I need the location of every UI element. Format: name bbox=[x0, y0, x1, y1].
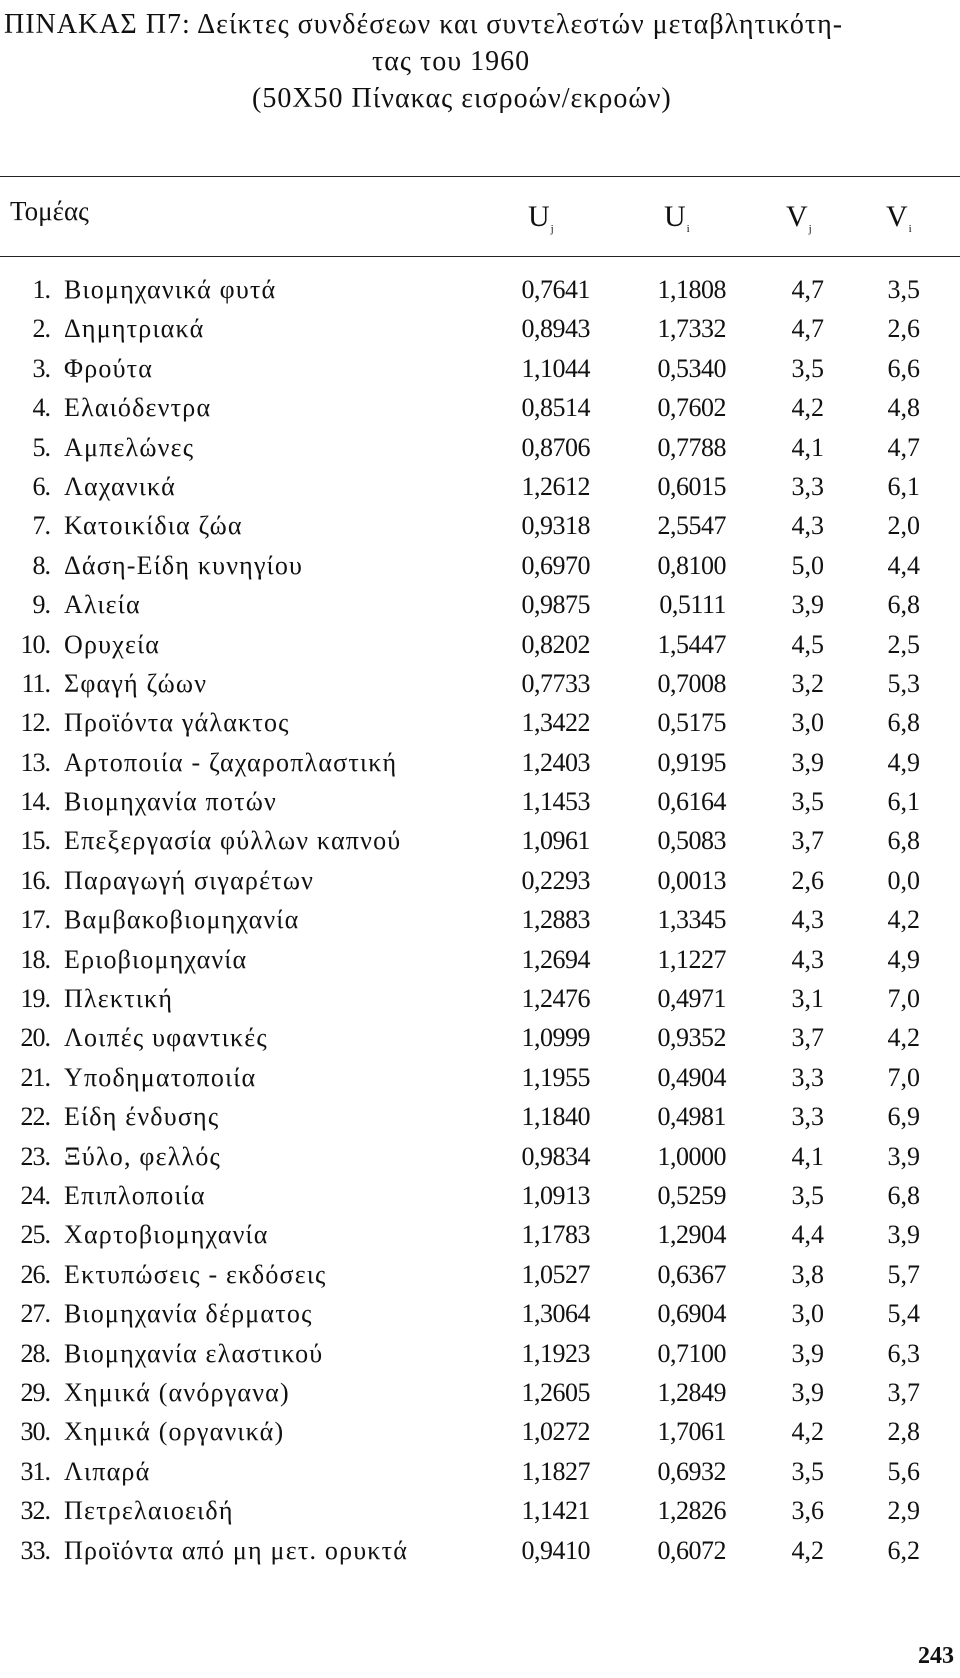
value-uj: 1,1453 bbox=[521, 787, 590, 817]
table-row bbox=[0, 275, 960, 314]
title-line-1: ΠΙΝΑΚΑΣ Π7: Δείκτες συνδέσεων και συντελεστών μεταβλητικότη- bbox=[4, 9, 844, 40]
value-uj: 1,2612 bbox=[521, 471, 590, 501]
sector-number: 32. bbox=[20, 1496, 50, 1526]
value-uj: 1,1840 bbox=[521, 1102, 590, 1132]
value-vi: 4,8 bbox=[887, 393, 920, 423]
value-uj: 0,8943 bbox=[521, 314, 590, 344]
value-vj: 3,9 bbox=[791, 1377, 824, 1407]
value-ui: 0,5340 bbox=[657, 353, 726, 383]
sector-number: 7. bbox=[32, 511, 50, 541]
sector-number: 20. bbox=[20, 1023, 50, 1053]
header-vj bbox=[786, 200, 812, 235]
sector-name: Είδη ένδυσης bbox=[64, 1102, 220, 1132]
value-vi: 4,9 bbox=[887, 944, 920, 974]
value-vi: 6,8 bbox=[887, 826, 920, 856]
header-vj-base: V bbox=[786, 200, 808, 233]
value-vi: 6,1 bbox=[887, 471, 920, 501]
sector-name: Πετρελαιοειδή bbox=[64, 1496, 234, 1526]
value-vi: 7,0 bbox=[887, 984, 920, 1014]
value-uj: 1,0913 bbox=[521, 1180, 590, 1210]
value-vi: 5,6 bbox=[887, 1456, 920, 1486]
sector-name: Προϊόντα από μη μετ. ορυκτά bbox=[64, 1535, 409, 1565]
value-ui: 0,9195 bbox=[657, 747, 726, 777]
sector-name: Βιομηχανικά φυτά bbox=[64, 275, 277, 304]
sector-name: Ελαιόδεντρα bbox=[64, 393, 212, 423]
value-vj: 3,8 bbox=[791, 1259, 824, 1289]
value-vi: 2,9 bbox=[887, 1496, 920, 1526]
value-vi: 4,4 bbox=[887, 550, 920, 580]
table-header bbox=[0, 196, 960, 246]
sector-number: 23. bbox=[20, 1141, 50, 1171]
value-ui: 1,7332 bbox=[657, 314, 726, 344]
value-vj: 3,5 bbox=[791, 1180, 824, 1210]
value-uj: 0,7641 bbox=[521, 275, 590, 304]
table-row bbox=[0, 314, 960, 353]
value-ui: 0,6367 bbox=[657, 1259, 726, 1289]
value-ui: 1,2904 bbox=[657, 1220, 726, 1250]
table-row bbox=[0, 1181, 960, 1220]
table-row bbox=[0, 984, 960, 1023]
value-uj: 1,2476 bbox=[521, 984, 590, 1014]
sector-name: Κατοικίδια ζώα bbox=[64, 511, 243, 541]
table-row bbox=[0, 354, 960, 393]
value-vj: 3,9 bbox=[791, 590, 824, 620]
value-ui: 0,6932 bbox=[657, 1456, 726, 1486]
value-vi: 2,8 bbox=[887, 1417, 920, 1447]
sector-number: 33. bbox=[20, 1535, 50, 1565]
table-row bbox=[0, 1220, 960, 1259]
value-ui: 0,5111 bbox=[659, 590, 726, 620]
sector-name: Φρούτα bbox=[64, 353, 154, 383]
value-vj: 4,7 bbox=[791, 275, 824, 304]
table-row bbox=[0, 1260, 960, 1299]
page-number: 243 bbox=[918, 1643, 954, 1669]
value-uj: 1,1827 bbox=[521, 1456, 590, 1486]
sector-name: Βιομηχανία δέρματος bbox=[64, 1299, 313, 1329]
value-vi: 3,5 bbox=[887, 275, 920, 304]
value-uj: 1,2403 bbox=[521, 747, 590, 777]
value-uj: 0,8202 bbox=[521, 629, 590, 659]
header-vi bbox=[886, 200, 912, 235]
value-uj: 1,1783 bbox=[521, 1220, 590, 1250]
sector-number: 29. bbox=[20, 1377, 50, 1407]
value-vi: 3,9 bbox=[887, 1141, 920, 1171]
sector-number: 16. bbox=[20, 865, 50, 895]
value-vi: 3,7 bbox=[887, 1377, 920, 1407]
sector-number: 21. bbox=[20, 1062, 50, 1092]
title-line-2: τας του 1960 bbox=[372, 46, 531, 77]
sector-name: Εκτυπώσεις - εκδόσεις bbox=[64, 1259, 327, 1289]
sector-name: Λαχανικά bbox=[64, 471, 176, 501]
value-uj: 1,3064 bbox=[521, 1299, 590, 1329]
value-ui: 0,7788 bbox=[657, 432, 726, 462]
table-row bbox=[0, 393, 960, 432]
sector-number: 26. bbox=[20, 1259, 50, 1289]
sector-number: 2. bbox=[32, 314, 50, 344]
table-row bbox=[0, 669, 960, 708]
value-vj: 3,1 bbox=[791, 984, 824, 1014]
value-ui: 0,9352 bbox=[657, 1023, 726, 1053]
sector-number: 10. bbox=[20, 629, 50, 659]
value-vi: 6,6 bbox=[887, 353, 920, 383]
sector-name: Χαρτοβιομηχανία bbox=[64, 1220, 269, 1250]
sector-name: Επιπλοποιία bbox=[64, 1180, 206, 1210]
table-row bbox=[0, 1536, 960, 1575]
value-ui: 0,5083 bbox=[657, 826, 726, 856]
sector-name: Προϊόντα γάλακτος bbox=[64, 708, 290, 738]
header-vj-sub: j bbox=[808, 223, 812, 235]
value-ui: 1,1227 bbox=[657, 944, 726, 974]
value-uj: 1,1923 bbox=[521, 1338, 590, 1368]
value-vi: 4,7 bbox=[887, 432, 920, 462]
value-vi: 2,6 bbox=[887, 314, 920, 344]
table-row bbox=[0, 1339, 960, 1378]
value-vj: 3,0 bbox=[791, 708, 824, 738]
value-ui: 1,0000 bbox=[657, 1141, 726, 1171]
value-vi: 6,3 bbox=[887, 1338, 920, 1368]
table-row bbox=[0, 1023, 960, 1062]
value-uj: 1,1955 bbox=[521, 1062, 590, 1092]
value-uj: 1,0999 bbox=[521, 1023, 590, 1053]
value-vi: 5,7 bbox=[887, 1259, 920, 1289]
sector-number: 17. bbox=[20, 905, 50, 935]
value-vj: 4,3 bbox=[791, 905, 824, 935]
header-ui bbox=[664, 200, 690, 235]
value-vj: 4,3 bbox=[791, 511, 824, 541]
value-vi: 2,5 bbox=[887, 629, 920, 659]
sector-name: Παραγωγή σιγαρέτων bbox=[64, 865, 315, 895]
table-top-rule bbox=[0, 176, 960, 177]
value-vi: 3,9 bbox=[887, 1220, 920, 1250]
value-vj: 3,3 bbox=[791, 1102, 824, 1132]
header-sector: Τομέας bbox=[10, 196, 89, 226]
value-ui: 1,3345 bbox=[657, 905, 726, 935]
table-row bbox=[0, 1063, 960, 1102]
value-ui: 0,8100 bbox=[657, 550, 726, 580]
table-body bbox=[0, 275, 960, 1575]
table-row bbox=[0, 1496, 960, 1535]
value-vj: 3,7 bbox=[791, 1023, 824, 1053]
value-vj: 4,1 bbox=[791, 1141, 824, 1171]
sector-number: 9. bbox=[32, 590, 50, 620]
table-row bbox=[0, 1299, 960, 1338]
value-vi: 6,8 bbox=[887, 590, 920, 620]
table-row bbox=[0, 590, 960, 629]
value-uj: 0,9318 bbox=[521, 511, 590, 541]
value-uj: 0,7733 bbox=[521, 668, 590, 698]
value-uj: 0,9875 bbox=[521, 590, 590, 620]
value-vj: 5,0 bbox=[791, 550, 824, 580]
title-line-3: (50Χ50 Πίνακας εισροών/εκροών) bbox=[252, 83, 672, 114]
value-uj: 1,0272 bbox=[521, 1417, 590, 1447]
sector-number: 14. bbox=[20, 787, 50, 817]
sector-name: Αλιεία bbox=[64, 590, 141, 620]
value-uj: 1,0527 bbox=[521, 1259, 590, 1289]
value-vj: 3,0 bbox=[791, 1299, 824, 1329]
sector-name: Λοιπές υφαντικές bbox=[64, 1023, 268, 1053]
value-vi: 4,2 bbox=[887, 905, 920, 935]
sector-name: Πλεκτική bbox=[64, 984, 174, 1014]
value-vj: 4,1 bbox=[791, 432, 824, 462]
table-row bbox=[0, 511, 960, 550]
sector-name: Δημητριακά bbox=[64, 314, 205, 344]
value-ui: 0,6164 bbox=[657, 787, 726, 817]
table-row bbox=[0, 748, 960, 787]
sector-number: 28. bbox=[20, 1338, 50, 1368]
sector-number: 4. bbox=[32, 393, 50, 423]
sector-name: Δάση-Είδη κυνηγίου bbox=[64, 550, 304, 580]
table-row bbox=[0, 1102, 960, 1141]
sector-name: Ξύλο, φελλός bbox=[64, 1141, 222, 1171]
sector-name: Επεξεργασία φύλλων καπνού bbox=[64, 826, 402, 856]
sector-name: Βαμβακοβιομηχανία bbox=[64, 905, 300, 935]
value-uj: 1,2883 bbox=[521, 905, 590, 935]
value-vj: 4,2 bbox=[791, 1535, 824, 1565]
value-vi: 6,1 bbox=[887, 787, 920, 817]
sector-name: Υποδηματοποιία bbox=[64, 1062, 257, 1092]
value-vi: 7,0 bbox=[887, 1062, 920, 1092]
sector-name: Ορυχεία bbox=[64, 629, 161, 659]
value-ui: 1,5447 bbox=[657, 629, 726, 659]
sector-name: Χημικά (ανόργανα) bbox=[64, 1377, 290, 1407]
value-vj: 3,9 bbox=[791, 747, 824, 777]
sector-name: Λιπαρά bbox=[64, 1456, 151, 1486]
sector-number: 5. bbox=[32, 432, 50, 462]
value-vj: 3,5 bbox=[791, 787, 824, 817]
value-uj: 0,9410 bbox=[521, 1535, 590, 1565]
value-vi: 0,0 bbox=[887, 865, 920, 895]
sector-number: 13. bbox=[20, 747, 50, 777]
value-vj: 4,3 bbox=[791, 944, 824, 974]
value-uj: 1,0961 bbox=[521, 826, 590, 856]
sector-number: 31. bbox=[20, 1456, 50, 1486]
value-uj: 0,8706 bbox=[521, 432, 590, 462]
table-row bbox=[0, 1142, 960, 1181]
value-vi: 5,4 bbox=[887, 1299, 920, 1329]
value-ui: 1,1808 bbox=[657, 275, 726, 304]
table-row bbox=[0, 433, 960, 472]
value-uj: 1,2694 bbox=[521, 944, 590, 974]
table-row bbox=[0, 905, 960, 944]
value-vj: 3,3 bbox=[791, 471, 824, 501]
value-uj: 1,3422 bbox=[521, 708, 590, 738]
table-row bbox=[0, 866, 960, 905]
value-vi: 6,9 bbox=[887, 1102, 920, 1132]
table-row bbox=[0, 551, 960, 590]
sector-name: Αμπελώνες bbox=[64, 432, 195, 462]
sector-name: Αρτοποιία - ζαχαροπλαστική bbox=[64, 747, 398, 777]
value-vj: 4,4 bbox=[791, 1220, 824, 1250]
value-vi: 4,9 bbox=[887, 747, 920, 777]
sector-number: 25. bbox=[20, 1220, 50, 1250]
table-row bbox=[0, 1378, 960, 1417]
header-vi-base: V bbox=[886, 200, 908, 233]
value-vi: 6,8 bbox=[887, 708, 920, 738]
value-ui: 0,7602 bbox=[657, 393, 726, 423]
value-ui: 0,4971 bbox=[657, 984, 726, 1014]
sector-number: 12. bbox=[20, 708, 50, 738]
value-vj: 4,2 bbox=[791, 393, 824, 423]
value-ui: 0,7008 bbox=[657, 668, 726, 698]
sector-number: 24. bbox=[20, 1180, 50, 1210]
value-vj: 3,3 bbox=[791, 1062, 824, 1092]
table-row bbox=[0, 826, 960, 865]
sector-name: Σφαγή ζώων bbox=[64, 668, 208, 698]
value-vj: 4,7 bbox=[791, 314, 824, 344]
value-ui: 0,6015 bbox=[657, 471, 726, 501]
value-uj: 1,1044 bbox=[521, 353, 590, 383]
sector-name: Βιομηχανία ελαστικού bbox=[64, 1338, 324, 1368]
table-row bbox=[0, 472, 960, 511]
value-ui: 1,2826 bbox=[657, 1496, 726, 1526]
value-ui: 2,5547 bbox=[657, 511, 726, 541]
header-ui-sub: i bbox=[686, 223, 690, 235]
value-vi: 6,2 bbox=[887, 1535, 920, 1565]
sector-name: Χημικά (οργανικά) bbox=[64, 1417, 285, 1447]
value-vi: 4,2 bbox=[887, 1023, 920, 1053]
value-ui: 0,6904 bbox=[657, 1299, 726, 1329]
value-uj: 0,2293 bbox=[521, 865, 590, 895]
value-ui: 0,0013 bbox=[657, 865, 726, 895]
sector-number: 15. bbox=[20, 826, 50, 856]
table-row bbox=[0, 945, 960, 984]
value-ui: 0,5175 bbox=[657, 708, 726, 738]
header-uj-base: U bbox=[528, 200, 550, 233]
value-vi: 5,3 bbox=[887, 668, 920, 698]
sector-number: 6. bbox=[32, 471, 50, 501]
value-ui: 0,6072 bbox=[657, 1535, 726, 1565]
table-row bbox=[0, 630, 960, 669]
value-vi: 2,0 bbox=[887, 511, 920, 541]
value-vj: 3,9 bbox=[791, 1338, 824, 1368]
value-vj: 4,5 bbox=[791, 629, 824, 659]
table-header-rule bbox=[0, 256, 960, 257]
sector-number: 1. bbox=[32, 275, 50, 304]
value-vj: 3,2 bbox=[791, 668, 824, 698]
header-vi-sub: i bbox=[908, 223, 912, 235]
table-row bbox=[0, 708, 960, 747]
value-uj: 0,6970 bbox=[521, 550, 590, 580]
sector-number: 22. bbox=[20, 1102, 50, 1132]
sector-number: 18. bbox=[20, 944, 50, 974]
value-uj: 0,8514 bbox=[521, 393, 590, 423]
table-row bbox=[0, 1417, 960, 1456]
header-uj-sub: j bbox=[550, 223, 554, 235]
value-vj: 3,6 bbox=[791, 1496, 824, 1526]
value-ui: 0,4981 bbox=[657, 1102, 726, 1132]
value-uj: 1,1421 bbox=[521, 1496, 590, 1526]
sector-number: 3. bbox=[32, 353, 50, 383]
value-ui: 0,5259 bbox=[657, 1180, 726, 1210]
sector-number: 27. bbox=[20, 1299, 50, 1329]
sector-name: Βιομηχανία ποτών bbox=[64, 787, 277, 817]
table-row bbox=[0, 1457, 960, 1496]
value-uj: 0,9834 bbox=[521, 1141, 590, 1171]
value-vj: 4,2 bbox=[791, 1417, 824, 1447]
value-ui: 1,7061 bbox=[657, 1417, 726, 1447]
sector-number: 30. bbox=[20, 1417, 50, 1447]
value-ui: 0,7100 bbox=[657, 1338, 726, 1368]
sector-number: 11. bbox=[21, 668, 50, 698]
value-ui: 1,2849 bbox=[657, 1377, 726, 1407]
value-vj: 3,5 bbox=[791, 1456, 824, 1486]
value-vi: 6,8 bbox=[887, 1180, 920, 1210]
value-vj: 2,6 bbox=[791, 865, 824, 895]
value-uj: 1,2605 bbox=[521, 1377, 590, 1407]
table-row bbox=[0, 787, 960, 826]
sector-number: 19. bbox=[20, 984, 50, 1014]
header-ui-base: U bbox=[664, 200, 686, 233]
value-vj: 3,5 bbox=[791, 353, 824, 383]
value-ui: 0,4904 bbox=[657, 1062, 726, 1092]
sector-number: 8. bbox=[32, 550, 50, 580]
value-vj: 3,7 bbox=[791, 826, 824, 856]
sector-name: Εριοβιομηχανία bbox=[64, 944, 248, 974]
header-uj bbox=[528, 200, 554, 235]
